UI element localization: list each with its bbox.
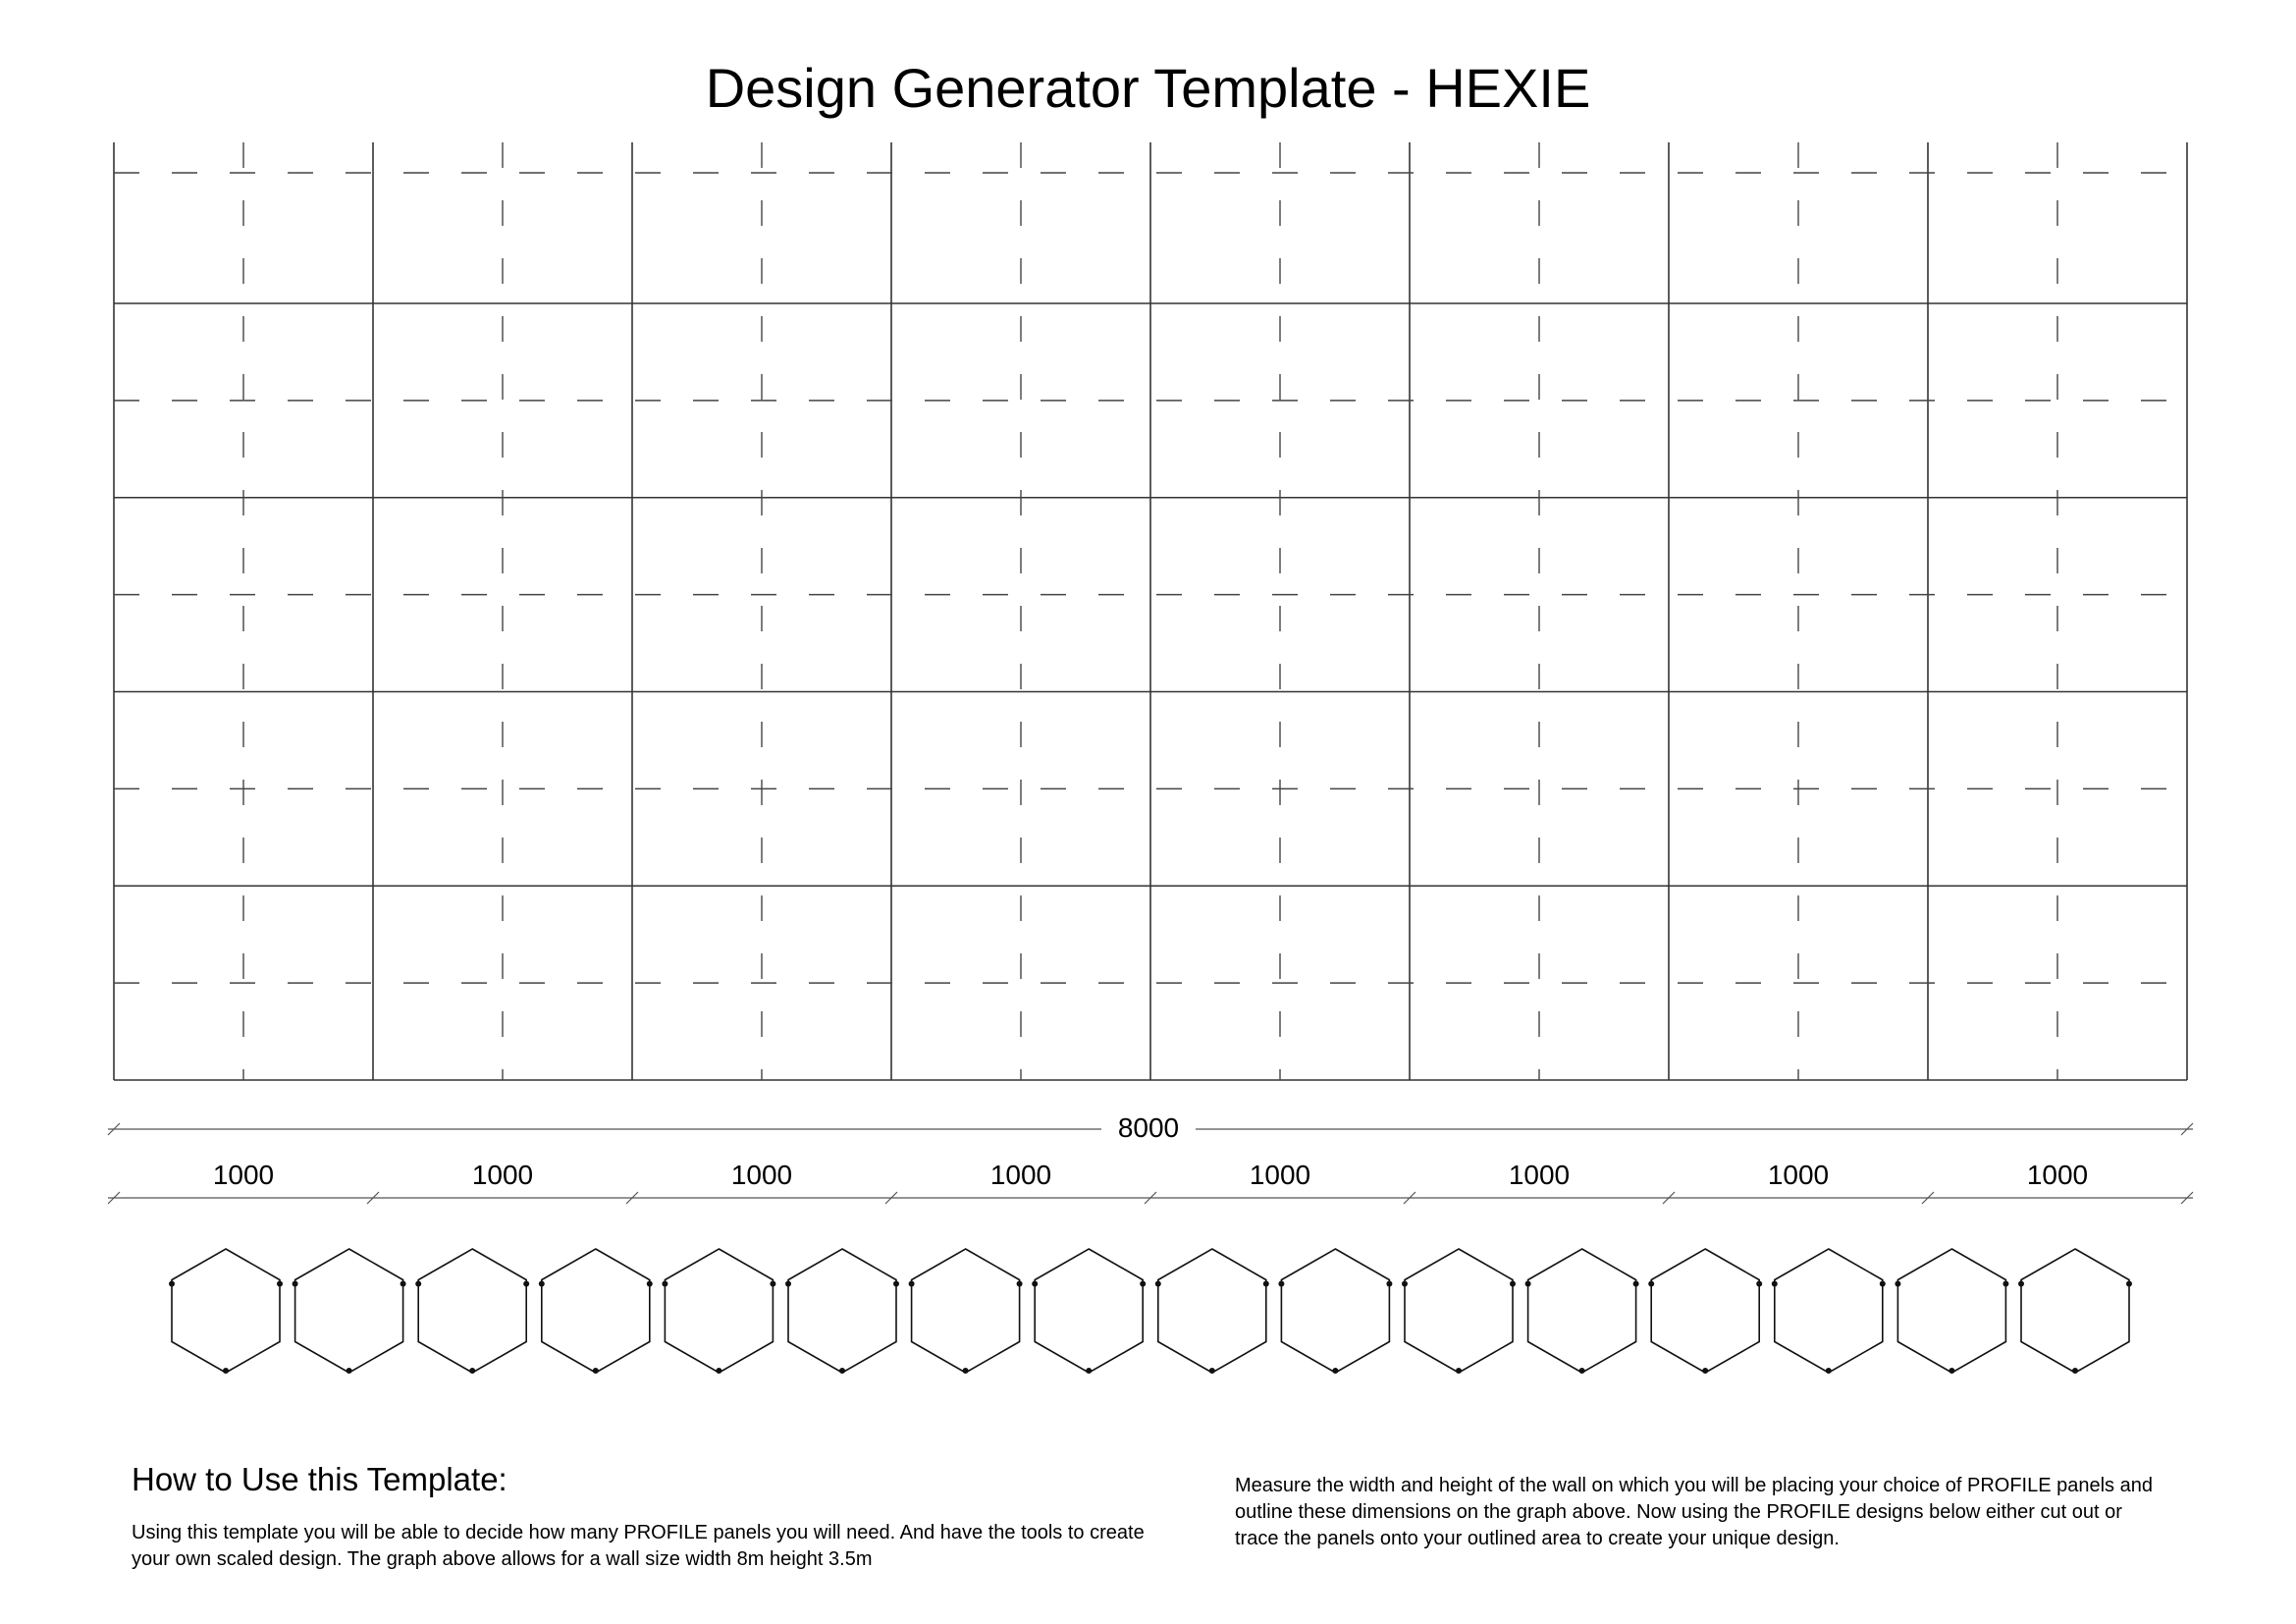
column-width-label: 1000 (1767, 1160, 1830, 1190)
mounting-dot (2018, 1281, 2024, 1287)
hexie-panel (542, 1249, 650, 1373)
hexie-panel (2021, 1249, 2129, 1373)
mounting-dot (223, 1368, 229, 1374)
hexie-panel (1897, 1249, 2005, 1373)
mounting-dot (1648, 1281, 1654, 1287)
mounting-dot (785, 1281, 791, 1287)
mounting-dot (277, 1281, 283, 1287)
hexie-panel (788, 1249, 896, 1373)
mounting-dot (1895, 1281, 1900, 1287)
column-width-label: 1000 (471, 1160, 534, 1190)
hexie-panel (1035, 1249, 1143, 1373)
mounting-dot (1155, 1281, 1161, 1287)
mounting-dot (1402, 1281, 1408, 1287)
dimension-lines (108, 1112, 2193, 1204)
mounting-dot (523, 1281, 529, 1287)
mounting-dot (1332, 1368, 1338, 1374)
page-title: Design Generator Template - HEXIE (705, 57, 1591, 119)
mounting-dot (2002, 1281, 2008, 1287)
column-width-label: 1000 (212, 1160, 275, 1190)
mounting-dot (1826, 1368, 1832, 1374)
mounting-dot (1756, 1281, 1762, 1287)
mounting-dot (2126, 1281, 2132, 1287)
mounting-dot (1456, 1368, 1462, 1374)
column-width-label: 1000 (730, 1160, 793, 1190)
mounting-dot (1702, 1368, 1708, 1374)
column-width-label: 1000 (1508, 1160, 1571, 1190)
hexagon-panels (169, 1249, 2132, 1374)
mounting-dot (2072, 1368, 2078, 1374)
mounting-dot (1772, 1281, 1778, 1287)
hexie-panel (1158, 1249, 1266, 1373)
hexie-panel (1651, 1249, 1759, 1373)
hexie-panel (172, 1249, 280, 1373)
mounting-dot (1086, 1368, 1092, 1374)
hexie-panel (665, 1249, 773, 1373)
mounting-dot (909, 1281, 915, 1287)
mounting-dot (593, 1368, 599, 1374)
mounting-dot (1949, 1368, 1954, 1374)
mounting-dot (1579, 1368, 1585, 1374)
mounting-dot (1209, 1368, 1215, 1374)
hexie-panel (912, 1249, 1020, 1373)
mounting-dot (169, 1281, 175, 1287)
wall-grid (114, 142, 2187, 1080)
mounting-dot (415, 1281, 421, 1287)
column-width-labels (213, 1160, 2088, 1190)
hexie-panel (1405, 1249, 1513, 1373)
hexie-panel (1281, 1249, 1389, 1373)
mounting-dot (1633, 1281, 1639, 1287)
mounting-dot (293, 1281, 298, 1287)
mounting-dot (347, 1368, 352, 1374)
mounting-dot (539, 1281, 545, 1287)
mounting-dot (893, 1281, 899, 1287)
mounting-dot (1510, 1281, 1516, 1287)
instructions-heading: How to Use this Template: (132, 1461, 507, 1497)
mounting-dot (1386, 1281, 1392, 1287)
instructions-right-text: Measure the width and height of the wall on which you will be placing your choice of PROFILE panels and outline these dimensions on the graph above. Now using the PROFILE designs below either cut out or trace the panels onto your outlined area to create your unique design. (1235, 1475, 2153, 1549)
mounting-dot (469, 1368, 475, 1374)
mounting-dot (1017, 1281, 1023, 1287)
mounting-dot (1032, 1281, 1038, 1287)
mounting-dot (1140, 1281, 1146, 1287)
mounting-dot (963, 1368, 969, 1374)
mounting-dot (770, 1281, 775, 1287)
mounting-dot (1263, 1281, 1269, 1287)
mounting-dot (400, 1281, 406, 1287)
mounting-dot (1278, 1281, 1284, 1287)
column-width-label: 1000 (989, 1160, 1052, 1190)
hexie-panel (1528, 1249, 1636, 1373)
instructions-left-text: Using this template you will be able to decide how many PROFILE panels you will need. And have the tools to create your own scaled design. The graph above allows for a wall size width 8m height 3.5m (132, 1522, 1145, 1570)
mounting-dot (1880, 1281, 1886, 1287)
mounting-dot (716, 1368, 721, 1374)
mounting-dot (839, 1368, 845, 1374)
hexie-panel (418, 1249, 526, 1373)
mounting-dot (662, 1281, 667, 1287)
mounting-dot (647, 1281, 653, 1287)
hexie-panel (1775, 1249, 1883, 1373)
column-width-label: 1000 (1249, 1160, 1311, 1190)
mounting-dot (1525, 1281, 1531, 1287)
column-width-label: 1000 (2026, 1160, 2089, 1190)
total-width-label: 8000 (1117, 1112, 1180, 1143)
hexie-panel (295, 1249, 403, 1373)
